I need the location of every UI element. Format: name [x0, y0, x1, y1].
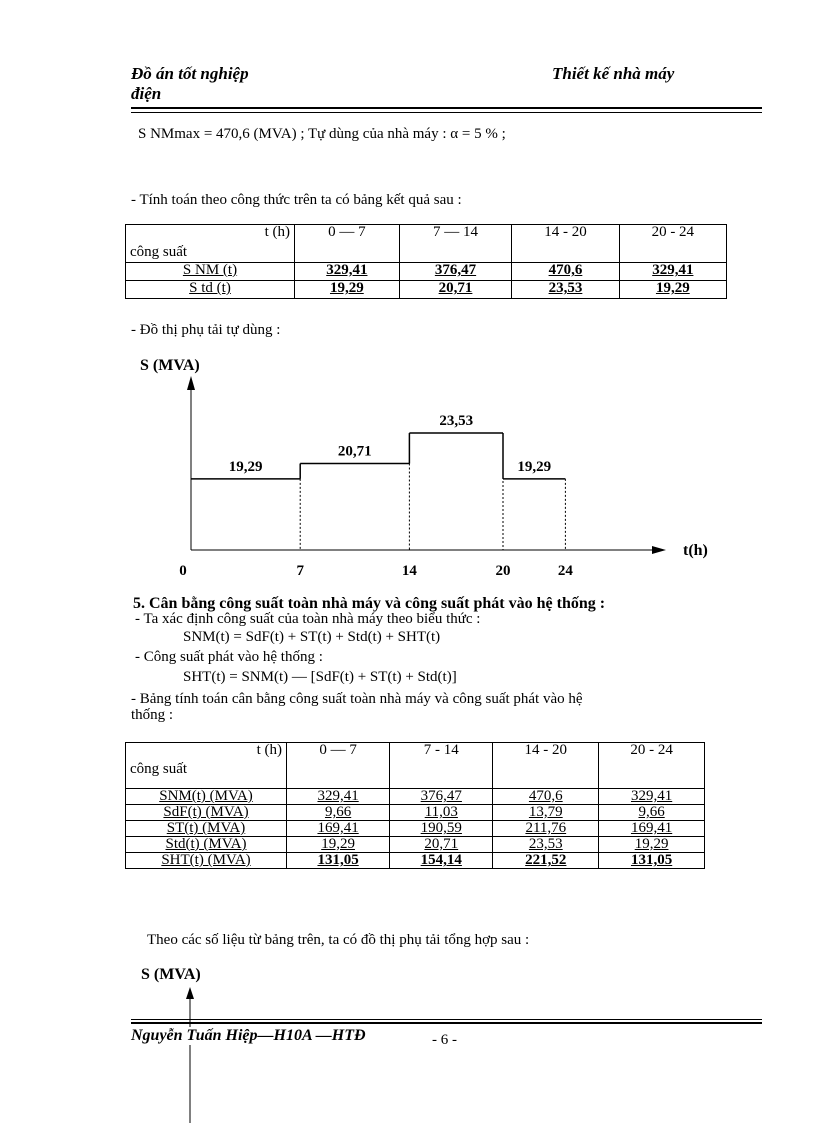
table2-cell: 154,14 [390, 853, 493, 869]
table2-cell: 19,29 [287, 837, 390, 853]
table2-cell: 169,41 [287, 821, 390, 837]
graph1-title: - Đồ thị phụ tải tự dùng : [131, 322, 281, 338]
table2-cell: 19,29 [599, 837, 705, 853]
table2-cell: 13,79 [493, 805, 599, 821]
table2-cell: 23,53 [493, 837, 599, 853]
x-tick-label: 20 [495, 563, 511, 579]
header-right: Thiết kế nhà máy [552, 64, 675, 83]
table2-col: 20 - 24 [599, 743, 705, 789]
table1-cell: 23,53 [512, 281, 619, 299]
table2-corner-top: t (h) [256, 742, 282, 758]
table1-corner-top: t (h) [264, 224, 290, 240]
table1-cell: 470,6 [512, 263, 619, 281]
segment-value-label: 23,53 [439, 413, 474, 430]
table1-corner [126, 225, 295, 263]
chart-ylabel: S (MVA) [140, 357, 200, 374]
table1-col: 14 - 20 [512, 225, 619, 263]
header-rule-thin [131, 112, 762, 113]
table-power-balance [125, 742, 705, 869]
table2-cell: 9,66 [287, 805, 390, 821]
table2-cell: 190,59 [390, 821, 493, 837]
x-tick-label: 14 [401, 563, 417, 579]
calc-intro: - Tính toán theo công thức trên ta có bảng kết quả sau : [131, 192, 462, 208]
table1-corner-bottom: công suất [130, 244, 188, 260]
table-self-use [125, 224, 727, 299]
table1-col: 0 — 7 [295, 225, 400, 263]
section5-line3a: - Bảng tính toán cân bằng công suất toàn nhà máy và công suất phát vào hệ [131, 691, 583, 707]
table2-cell: 221,52 [493, 853, 599, 869]
y-axis-arrow-icon [187, 376, 195, 390]
table2-row-label: SHT(t) (MVA) [126, 853, 287, 869]
footer-rule [131, 1022, 762, 1024]
table1-col: 20 - 24 [619, 225, 726, 263]
table2-corner-bottom: công suất [130, 761, 188, 777]
section5-title: 5. Cân bằng công suất toàn nhà máy và công suất phát vào hệ thống : [133, 595, 606, 612]
segment-value-label: 20,71 [337, 443, 372, 460]
table2-cell: 20,71 [390, 837, 493, 853]
header-rule [131, 107, 762, 109]
table2-cell: 11,03 [390, 805, 493, 821]
table1-cell: 329,41 [295, 263, 400, 281]
table2-cell: 329,41 [599, 789, 705, 805]
table2-cell: 376,47 [390, 789, 493, 805]
graph2-intro: Theo các số liệu từ bảng trên, ta có đồ thị phụ tải tổng hợp sau : [147, 932, 530, 948]
formula-snm: SNM(t) = SdF(t) + ST(t) + Std(t) + SHT(t) [183, 629, 441, 645]
segment-value-label: 19,29 [517, 458, 552, 475]
table1-cell: 329,41 [619, 263, 726, 281]
table1-col: 7 — 14 [399, 225, 512, 263]
table2-row-label: SdF(t) (MVA) [126, 805, 287, 821]
table1-cell: 19,29 [295, 281, 400, 299]
table2-cell: 9,66 [599, 805, 705, 821]
graph2-y-axis [180, 985, 200, 1123]
self-use-step-chart [130, 350, 730, 585]
table2-row-label: SNM(t) (MVA) [126, 789, 287, 805]
footer-rule-thin [131, 1019, 762, 1020]
section5-line3b: thống : [131, 707, 174, 723]
chart-xlabel: t(h) [683, 542, 708, 559]
x-tick-label: 24 [557, 563, 573, 579]
table2-col: 14 - 20 [493, 743, 599, 789]
x-tick-label: 7 [296, 563, 304, 579]
table1-cell: 20,71 [399, 281, 512, 299]
table2-row-label: Std(t) (MVA) [126, 837, 287, 853]
x-axis-arrow-icon [652, 546, 666, 554]
table1-row-label: S NM (t) [126, 263, 295, 281]
table2-row-label: ST(t) (MVA) [126, 821, 287, 837]
table2-cell: 169,41 [599, 821, 705, 837]
header-left-line1: Đồ án tốt nghiệp [131, 64, 249, 83]
table2-col: 0 — 7 [287, 743, 390, 789]
footer-author: Nguyễn Tuấn Hiệp—H10A —HTĐ [131, 1027, 370, 1045]
table2-cell: 470,6 [493, 789, 599, 805]
section5-line2: - Công suất phát vào hệ thống : [135, 649, 323, 665]
table2-cell: 131,05 [287, 853, 390, 869]
graph2-ylabel: S (MVA) [141, 966, 201, 983]
x-tick-label: 0 [179, 563, 187, 579]
s-nm-max-line: S NMmax = 470,6 (MVA) ; Tự dùng của nhà máy : α = 5 % ; [138, 126, 506, 142]
page-number: - 6 - [432, 1032, 457, 1048]
formula-sht: SHT(t) = SNM(t) — [SdF(t) + ST(t) + Std(t)] [183, 669, 457, 685]
table2-cell: 329,41 [287, 789, 390, 805]
table1-cell: 376,47 [399, 263, 512, 281]
table1-cell: 19,29 [619, 281, 726, 299]
section5-line1: - Ta xác định công suất của toàn nhà máy theo biểu thức : [135, 611, 481, 627]
segment-value-label: 19,29 [228, 458, 263, 475]
table2-cell: 131,05 [599, 853, 705, 869]
table1-row-label: S td (t) [126, 281, 295, 299]
table2-cell: 211,76 [493, 821, 599, 837]
table2-corner [126, 743, 287, 789]
header-left-line2: điện [131, 84, 162, 103]
table2-col: 7 - 14 [390, 743, 493, 789]
